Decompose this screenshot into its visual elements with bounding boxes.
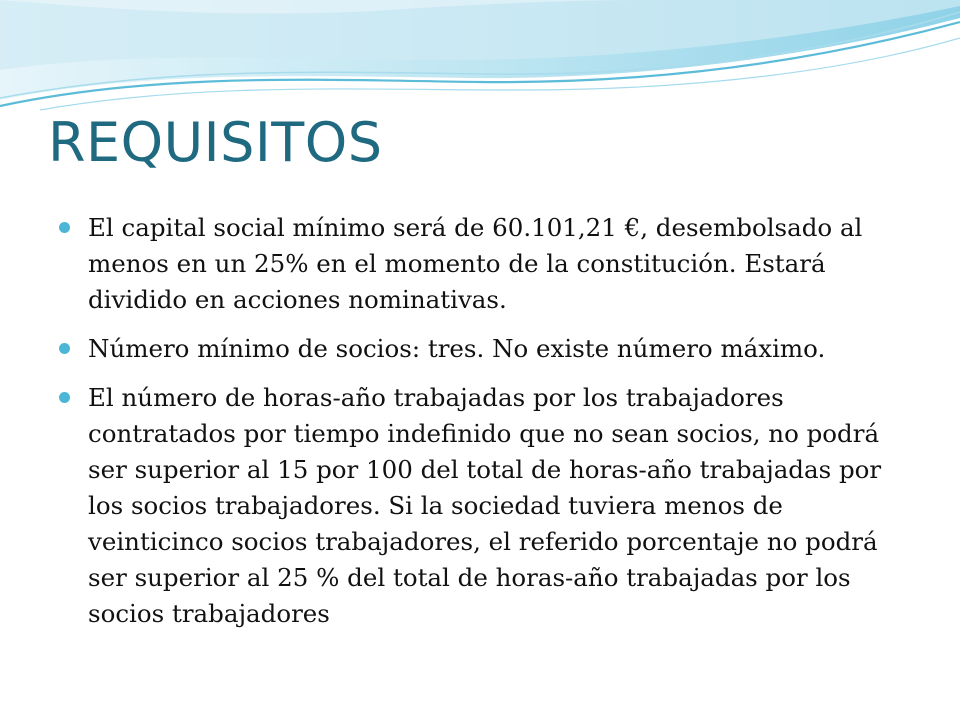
slide-title: REQUISITOS [48, 111, 383, 174]
bullet-item [58, 380, 918, 632]
bullet-dot-icon [59, 222, 70, 233]
bullet-item [58, 210, 918, 318]
bullet-text: Número mínimo de socios: tres. No existe número máximo. [88, 334, 826, 363]
bullet-text: El capital social mínimo será de 60.101,21 €, desembolsado al menos en un 25% en el momento de la constitución. Estará dividido en acciones nominativas. [88, 213, 863, 314]
bullet-item [58, 331, 918, 367]
bullet-dot-icon [59, 392, 70, 403]
header-wave-decoration [0, 0, 960, 120]
bullet-list [58, 210, 918, 645]
bullet-dot-icon [59, 343, 70, 354]
bullet-text: El número de horas-año trabajadas por los trabajadores contratados por tiempo indefinido que no sean socios, no podrá ser superior al 15 por 100 del total de horas-año trabajadas por los socios trabajadores. Si la sociedad tuviera menos de veinticinco socios trabajadores, el referido porcentaje no podrá ser superior al 25 % del total de horas-año trabajadas por los socios trabajadores [88, 383, 882, 628]
